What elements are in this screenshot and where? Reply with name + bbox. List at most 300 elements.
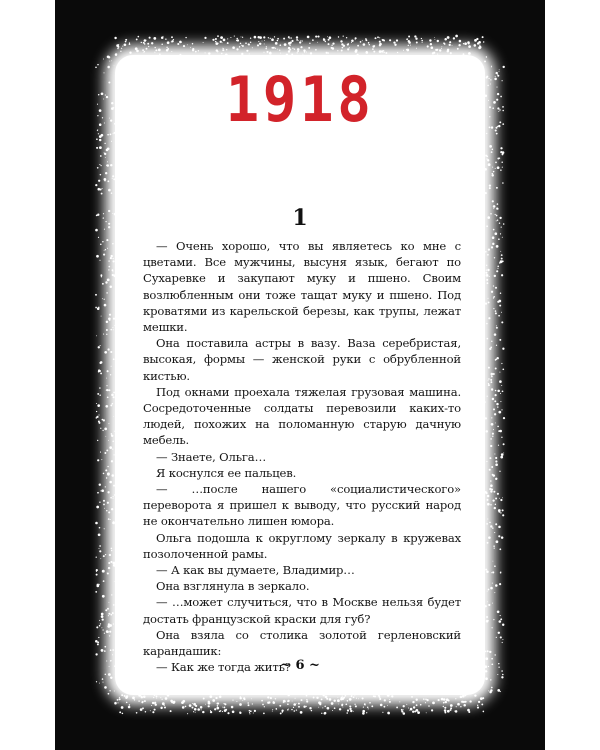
frame-speck xyxy=(100,490,101,491)
frame-speck xyxy=(245,42,247,44)
frame-speck xyxy=(104,122,105,123)
frame-speck xyxy=(493,296,495,298)
frame-speck xyxy=(406,704,407,705)
frame-speck xyxy=(477,707,479,709)
frame-speck xyxy=(290,41,292,43)
frame-speck xyxy=(372,48,374,50)
frame-speck xyxy=(488,298,489,299)
frame-speck xyxy=(109,266,111,268)
frame-speck xyxy=(501,536,504,539)
frame-speck xyxy=(103,580,105,582)
frame-speck xyxy=(183,45,185,47)
frame-speck xyxy=(457,703,460,706)
frame-speck xyxy=(365,39,367,41)
frame-speck xyxy=(270,697,272,699)
frame-speck xyxy=(108,223,110,225)
frame-speck xyxy=(493,491,495,493)
frame-speck xyxy=(99,260,100,261)
frame-speck xyxy=(108,693,110,695)
frame-speck xyxy=(444,38,447,41)
frame-speck xyxy=(132,697,135,700)
frame-speck xyxy=(272,711,273,712)
frame-speck xyxy=(120,51,121,52)
frame-speck xyxy=(291,709,292,710)
frame-speck xyxy=(108,180,110,182)
frame-speck xyxy=(129,42,130,43)
frame-speck xyxy=(487,503,490,506)
frame-speck xyxy=(491,66,492,67)
frame-speck xyxy=(95,67,97,69)
frame-speck xyxy=(493,408,495,410)
frame-speck xyxy=(491,373,494,376)
frame-speck xyxy=(242,37,243,38)
frame-speck xyxy=(121,48,122,49)
frame-speck xyxy=(195,51,197,53)
frame-speck xyxy=(138,36,140,38)
frame-speck xyxy=(502,390,504,392)
frame-speck xyxy=(326,52,328,54)
frame-speck xyxy=(499,339,501,341)
frame-speck xyxy=(223,706,225,708)
frame-speck xyxy=(117,699,119,701)
frame-speck xyxy=(95,640,98,643)
frame-speck xyxy=(154,709,156,711)
frame-speck xyxy=(337,50,338,51)
frame-speck xyxy=(104,508,105,509)
frame-speck xyxy=(280,53,281,54)
frame-speck xyxy=(116,687,117,688)
frame-speck xyxy=(502,497,503,498)
frame-speck xyxy=(109,446,112,449)
frame-speck xyxy=(498,445,499,446)
frame-speck xyxy=(496,345,497,346)
frame-speck xyxy=(144,43,145,44)
frame-speck xyxy=(496,215,498,217)
frame-speck xyxy=(287,700,289,702)
frame-speck xyxy=(112,175,114,177)
frame-speck xyxy=(498,315,500,317)
frame-speck xyxy=(112,271,113,272)
frame-speck xyxy=(496,208,498,210)
frame-speck xyxy=(502,153,504,155)
frame-speck xyxy=(101,613,104,616)
frame-speck xyxy=(106,660,107,661)
frame-speck xyxy=(104,304,107,307)
frame-speck xyxy=(494,547,495,548)
frame-speck xyxy=(501,161,502,162)
frame-speck xyxy=(98,421,100,423)
frame-speck xyxy=(109,118,110,119)
frame-speck xyxy=(106,477,107,478)
paragraph: Я коснулся ее пальцев. xyxy=(156,465,297,480)
frame-speck xyxy=(498,667,499,668)
frame-speck xyxy=(497,93,499,95)
frame-speck xyxy=(476,38,478,40)
frame-speck xyxy=(97,440,98,441)
frame-speck xyxy=(293,703,296,706)
frame-speck xyxy=(118,57,119,58)
frame-speck xyxy=(249,712,250,713)
frame-speck xyxy=(323,38,324,39)
frame-speck xyxy=(496,357,498,359)
frame-speck xyxy=(324,706,326,708)
frame-speck xyxy=(493,171,494,172)
frame-speck xyxy=(300,46,302,48)
frame-speck xyxy=(108,567,110,569)
frame-speck xyxy=(106,165,107,166)
frame-speck xyxy=(112,654,113,655)
frame-speck xyxy=(396,39,398,41)
frame-speck xyxy=(306,700,308,702)
frame-speck xyxy=(103,72,104,73)
frame-speck xyxy=(156,697,157,698)
frame-speck xyxy=(502,237,503,238)
frame-speck xyxy=(241,36,242,37)
frame-speck xyxy=(403,709,404,710)
frame-speck xyxy=(119,698,121,700)
frame-speck xyxy=(490,484,493,487)
frame-speck xyxy=(100,428,101,429)
frame-speck xyxy=(95,591,97,593)
frame-speck xyxy=(112,441,114,443)
frame-speck xyxy=(220,41,222,43)
frame-speck xyxy=(105,95,106,96)
frame-speck xyxy=(291,40,293,42)
frame-speck xyxy=(110,257,112,259)
frame-speck xyxy=(413,706,415,708)
frame-speck xyxy=(232,46,235,49)
frame-speck xyxy=(290,37,292,39)
frame-speck xyxy=(491,417,492,418)
frame-speck xyxy=(494,413,496,415)
frame-speck xyxy=(427,699,429,701)
frame-speck xyxy=(356,698,357,699)
frame-speck xyxy=(111,508,113,510)
frame-speck xyxy=(384,699,386,701)
frame-speck xyxy=(104,686,107,689)
frame-speck xyxy=(500,691,501,692)
frame-speck xyxy=(266,46,267,47)
frame-speck xyxy=(488,690,489,691)
frame-speck xyxy=(155,47,156,48)
page-number: ~ 6 ~ xyxy=(280,658,320,673)
frame-speck xyxy=(478,691,480,693)
frame-speck xyxy=(107,370,109,372)
frame-speck xyxy=(488,536,491,539)
frame-speck xyxy=(492,499,494,501)
frame-speck xyxy=(426,712,427,713)
frame-speck xyxy=(499,121,501,123)
frame-speck xyxy=(491,488,493,490)
frame-speck xyxy=(95,229,98,232)
frame-speck xyxy=(463,704,466,707)
frame-speck xyxy=(242,45,244,47)
frame-speck xyxy=(353,711,354,712)
frame-speck xyxy=(99,123,102,126)
frame-speck xyxy=(488,383,489,384)
frame-speck xyxy=(494,565,496,567)
frame-speck xyxy=(503,452,504,453)
frame-speck xyxy=(474,44,477,47)
frame-speck xyxy=(106,389,107,390)
frame-speck xyxy=(108,511,110,513)
frame-speck xyxy=(227,38,228,39)
frame-speck xyxy=(315,36,317,38)
frame-speck xyxy=(494,453,495,454)
frame-speck xyxy=(153,37,156,40)
frame-speck xyxy=(111,255,113,257)
frame-speck xyxy=(108,673,111,676)
frame-speck xyxy=(487,216,490,219)
frame-speck xyxy=(499,471,500,472)
frame-speck xyxy=(486,570,489,573)
chapter-number: 1 xyxy=(292,205,308,231)
frame-speck xyxy=(107,502,109,504)
frame-speck xyxy=(141,701,143,703)
frame-speck xyxy=(484,685,485,686)
paragraph: — …может случиться, что в Москве нельзя будет достать французской краски для губ? xyxy=(143,595,461,626)
frame-speck xyxy=(149,37,151,39)
frame-speck xyxy=(104,250,105,251)
frame-speck xyxy=(136,38,138,40)
frame-speck xyxy=(489,116,490,117)
frame-speck xyxy=(111,433,113,435)
frame-speck xyxy=(99,146,102,149)
frame-speck xyxy=(494,257,495,258)
frame-speck xyxy=(379,37,380,38)
frame-speck xyxy=(338,697,339,698)
frame-speck xyxy=(495,504,496,505)
frame-speck xyxy=(485,302,487,304)
frame-speck xyxy=(455,698,456,699)
frame-speck xyxy=(96,569,98,571)
frame-speck xyxy=(117,54,119,56)
frame-speck xyxy=(165,697,168,700)
frame-speck xyxy=(351,695,353,697)
frame-speck xyxy=(102,595,105,598)
frame-speck xyxy=(406,49,409,52)
frame-speck xyxy=(303,49,305,51)
frame-speck xyxy=(99,109,102,112)
frame-speck xyxy=(327,36,328,37)
frame-speck xyxy=(111,60,112,61)
frame-speck xyxy=(105,281,107,283)
frame-speck xyxy=(490,445,492,447)
frame-speck xyxy=(103,555,105,557)
frame-speck xyxy=(443,702,445,704)
frame-speck xyxy=(486,430,488,432)
frame-speck xyxy=(279,50,280,51)
frame-speck xyxy=(239,703,242,706)
frame-speck xyxy=(501,676,503,678)
frame-speck xyxy=(382,39,383,40)
frame-speck xyxy=(346,37,347,38)
frame-speck xyxy=(486,269,487,270)
frame-speck xyxy=(105,436,106,437)
frame-speck xyxy=(220,36,223,39)
frame-speck xyxy=(96,557,97,558)
frame-speck xyxy=(128,706,131,709)
frame-speck xyxy=(102,419,104,421)
frame-speck xyxy=(232,700,233,701)
frame-speck xyxy=(493,208,494,209)
frame-speck xyxy=(95,522,98,525)
frame-speck xyxy=(494,532,495,533)
frame-speck xyxy=(107,491,109,493)
frame-speck xyxy=(253,713,254,714)
frame-speck xyxy=(469,700,471,702)
frame-speck xyxy=(216,707,219,710)
frame-speck xyxy=(103,334,104,335)
frame-speck xyxy=(181,701,184,704)
frame-speck xyxy=(97,307,100,310)
frame-speck xyxy=(96,626,98,628)
frame-speck xyxy=(487,85,488,86)
frame-speck xyxy=(108,260,109,261)
frame-speck xyxy=(489,184,491,186)
frame-speck xyxy=(192,48,194,50)
frame-speck xyxy=(416,41,418,43)
frame-speck xyxy=(185,706,187,708)
frame-speck xyxy=(492,561,493,562)
frame-speck xyxy=(270,38,271,39)
frame-speck xyxy=(103,213,104,214)
frame-speck xyxy=(485,569,487,571)
frame-speck xyxy=(441,698,444,701)
frame-speck xyxy=(102,570,105,573)
frame-speck xyxy=(236,48,238,50)
frame-speck xyxy=(393,41,395,43)
frame-speck xyxy=(96,574,98,576)
frame-speck xyxy=(499,372,500,373)
frame-speck xyxy=(110,519,111,520)
frame-speck xyxy=(355,39,356,40)
frame-speck xyxy=(496,87,497,88)
frame-speck xyxy=(427,45,429,47)
frame-speck xyxy=(488,589,490,591)
frame-speck xyxy=(492,583,493,584)
frame-speck xyxy=(498,238,500,240)
frame-speck xyxy=(99,387,101,389)
frame-speck xyxy=(99,550,101,552)
frame-speck xyxy=(389,713,390,714)
frame-speck xyxy=(103,217,104,218)
frame-speck xyxy=(317,42,318,43)
frame-speck xyxy=(292,48,293,49)
frame-speck xyxy=(498,632,500,634)
frame-speck xyxy=(97,393,99,395)
frame-speck xyxy=(492,173,494,175)
frame-speck xyxy=(216,49,218,51)
frame-speck xyxy=(489,145,492,148)
frame-speck xyxy=(495,390,497,392)
frame-speck xyxy=(338,704,339,705)
frame-speck xyxy=(491,687,493,689)
frame-speck xyxy=(498,663,499,664)
frame-speck xyxy=(459,40,462,43)
frame-speck xyxy=(502,182,504,184)
frame-speck xyxy=(111,102,113,104)
frame-speck xyxy=(252,703,253,704)
frame-speck xyxy=(242,700,243,701)
frame-speck xyxy=(104,650,106,652)
frame-speck xyxy=(479,54,481,56)
frame-speck xyxy=(349,706,350,707)
frame-speck xyxy=(491,66,492,67)
frame-speck xyxy=(101,649,104,652)
frame-speck xyxy=(495,76,496,77)
frame-speck xyxy=(307,36,310,39)
frame-speck xyxy=(299,41,301,43)
frame-speck xyxy=(462,695,465,698)
frame-speck xyxy=(112,270,113,271)
frame-speck xyxy=(98,584,99,585)
frame-speck xyxy=(500,636,502,638)
frame-speck xyxy=(155,49,157,51)
frame-speck xyxy=(115,56,117,58)
frame-speck xyxy=(97,104,98,105)
frame-speck xyxy=(500,499,502,501)
frame-speck xyxy=(218,43,219,44)
frame-speck xyxy=(142,707,144,709)
frame-speck xyxy=(373,51,375,53)
frame-speck xyxy=(97,459,99,461)
frame-speck xyxy=(351,39,354,42)
frame-speck xyxy=(498,511,500,513)
frame-speck xyxy=(105,469,107,471)
frame-speck xyxy=(113,416,114,417)
frame-speck xyxy=(279,705,281,707)
frame-speck xyxy=(486,323,487,324)
frame-speck xyxy=(363,43,366,46)
frame-speck xyxy=(499,583,501,585)
frame-speck xyxy=(490,381,492,383)
frame-speck xyxy=(105,486,106,487)
frame-speck xyxy=(485,417,487,419)
frame-speck xyxy=(105,674,106,675)
frame-speck xyxy=(108,81,110,83)
frame-speck xyxy=(491,151,493,153)
frame-speck xyxy=(487,269,489,271)
frame-speck xyxy=(327,707,330,710)
frame-speck xyxy=(276,708,277,709)
frame-speck xyxy=(298,703,300,705)
frame-speck xyxy=(104,180,105,181)
frame-speck xyxy=(501,227,502,228)
frame-speck xyxy=(343,697,345,699)
frame-speck xyxy=(441,48,442,49)
frame-speck xyxy=(112,448,113,449)
frame-speck xyxy=(491,658,493,660)
frame-speck xyxy=(495,214,496,215)
frame-speck xyxy=(377,36,379,38)
frame-speck xyxy=(450,704,453,707)
frame-speck xyxy=(109,635,110,636)
frame-speck xyxy=(254,36,257,39)
frame-speck xyxy=(383,52,384,53)
frame-speck xyxy=(495,127,497,129)
frame-speck xyxy=(496,220,497,221)
frame-speck xyxy=(455,710,458,713)
frame-speck xyxy=(111,594,112,595)
frame-speck xyxy=(444,712,446,714)
frame-speck xyxy=(492,474,494,476)
frame-speck xyxy=(495,478,497,480)
frame-speck xyxy=(487,282,489,284)
frame-speck xyxy=(490,679,491,680)
frame-speck xyxy=(490,480,492,482)
frame-speck xyxy=(294,710,296,712)
